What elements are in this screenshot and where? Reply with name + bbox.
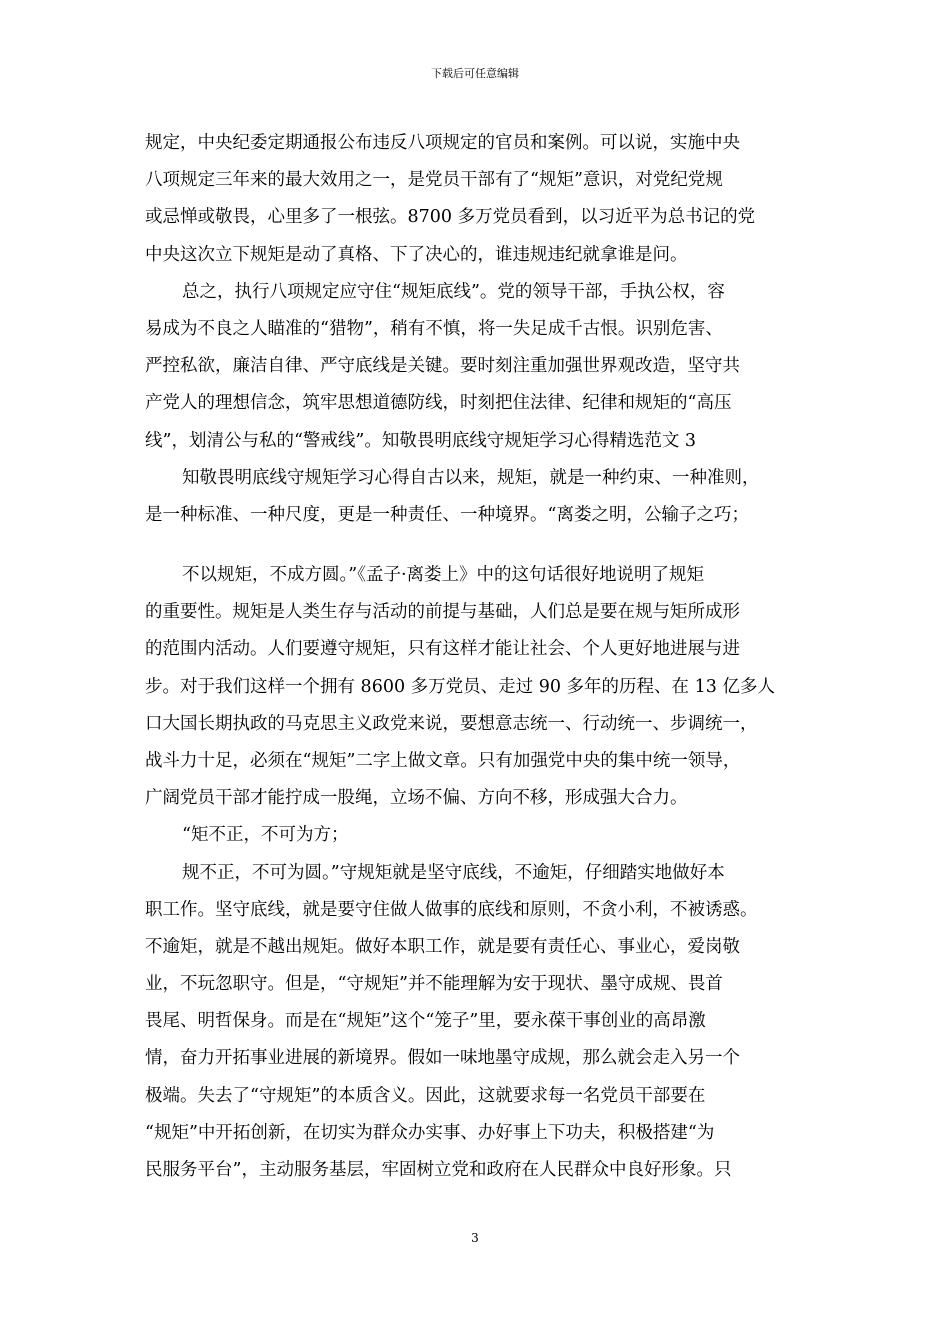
page-header: 下载后可任意编辑 <box>431 67 519 80</box>
text-line: 不逾矩，就是不越出规矩。做好本职工作，就是要有责任心、事业心，爱岗敬 <box>145 936 740 957</box>
text-line: 是一种标准、一种尺度，更是一种责任、一种境界。“离娄之明，公输子之巧； <box>145 504 749 525</box>
text-line: 业，不玩忽职守。但是，“守规矩”并不能理解为安于现状、墨守成规、畏首 <box>145 974 723 995</box>
text-line: 情，奋力开拓事业进展的新境界。假如一味地墨守成规，那么就会走入另一个 <box>145 1048 740 1069</box>
text-line: 的范围内活动。人们要遵守规矩，只有这样才能让社会、个人更好地进展与进 <box>145 639 740 660</box>
text-line: 的重要性。规矩是人类生存与活动的前提与基础，人们总是要在规与矩所成形 <box>145 602 740 623</box>
paragraph-start-line: 规不正，不可为圆。”守规矩就是坚守底线，不逾矩，仔细踏实地做好本 <box>182 862 725 883</box>
body-text-block-2 <box>145 557 807 1189</box>
text-line: 线”，划清公与私的“警戒线”。知敬畏明底线守规矩学习心得精选范文 3 <box>145 430 697 451</box>
text-line: 步。对于我们这样一个拥有 8600 多万党员、走过 90 多年的历程、在 13 亿多人 <box>145 676 775 697</box>
text-line: 畏尾、明哲保身。而是在“规矩”这个“笼子”里，要永葆干事创业的高昂激 <box>145 1011 706 1032</box>
text-line: 严控私欲，廉洁自律、严守底线是关键。要时刻注重加强世界观改造，坚守共 <box>145 356 740 377</box>
text-line: 或忌惮或敬畏，心里多了一根弦。8700 多万党员看到，以习近平为总书记的党 <box>145 207 756 228</box>
paragraph-start-line: 总之，执行八项规定应守住“规矩底线”。党的领导干部，手执公权，容 <box>182 281 725 302</box>
text-line: “规矩”中开拓创新，在切实为群众办实事、办好事上下功夫，积极搭建“为 <box>145 1122 715 1143</box>
paragraph-start-line: 不以规矩，不成方圆。”《孟子·离娄上》中的这句话很好地说明了规矩 <box>182 565 705 585</box>
text-line: 极端。失去了“守规矩”的本质含义。因此，这就要求每一名党员干部要在 <box>145 1085 706 1106</box>
paragraph-start-line: 知敬畏明底线守规矩学习心得自古以来，规矩，就是一种约束、一种准则， <box>182 467 760 488</box>
text-line: 中央这次立下规矩是动了真格、下了决心的，谁违规违纪就拿谁是问。 <box>145 244 688 265</box>
body-text-block-1 <box>145 125 807 534</box>
text-line: 民服务平台”，主动服务基层，牢固树立党和政府在人民群众中良好形象。只 <box>145 1160 732 1180</box>
text-line: 广阔党员干部才能拧成一股绳，立场不偏、方向不移，形成强大合力。 <box>145 788 688 809</box>
text-line: 职工作。坚守底线，就是要守住做人做事的底线和原则，不贪小利，不被诱惑。 <box>145 899 758 920</box>
text-line: 规定，中央纪委定期通报公布违反八项规定的官员和案例。可以说，实施中央 <box>145 133 740 153</box>
text-line: 战斗力十足，必须在“规矩”二字上做文章。只有加强党中央的集中统一领导， <box>145 750 741 771</box>
page-number: 3 <box>471 1231 479 1245</box>
paragraph-start-line: “矩不正，不可为方； <box>182 825 349 846</box>
text-line: 口大国长期执政的马克思主义政党来说，要想意志统一、行动统一、步调统一， <box>145 713 758 734</box>
text-line: 产党人的理想信念，筑牢思想道德防线，时刻把住法律、纪律和规矩的“高压 <box>145 393 732 414</box>
text-line: 八项规定三年来的最大效用之一，是党员干部有了“规矩”意识，对党纪党规 <box>145 170 723 191</box>
text-line: 易成为不良之人瞄准的“猎物”，稍有不慎，将一失足成千古恨。识别危害、 <box>145 318 723 339</box>
